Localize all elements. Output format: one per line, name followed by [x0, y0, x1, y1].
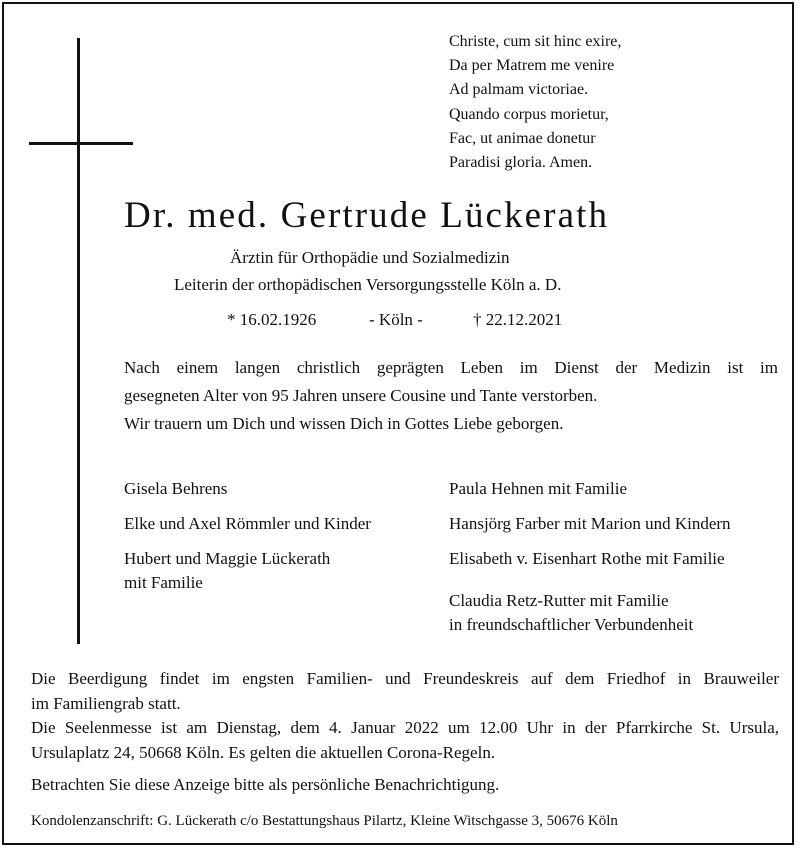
death-date: † 22.12.2021	[473, 310, 563, 329]
mourner: Hansjörg Farber mit Marion und Kindern	[449, 514, 731, 533]
deceased-name: Dr. med. Gertrude Lückerath	[124, 195, 610, 236]
poem-line: Fac, ut animae donetur	[449, 129, 596, 147]
deceased-title-2: Leiterin der orthopädischen Versorgungsstelle Köln a. D.	[174, 275, 562, 294]
poem-line: Christe, cum sit hinc exire,	[449, 33, 622, 50]
mourner: mit Familie	[124, 573, 203, 592]
funeral-info	[31, 667, 779, 833]
poem-line: Paradisi gloria. Amen.	[449, 154, 593, 172]
message-line: Wir trauern um Dich und wissen Dich in Gottes Liebe geborgen.	[124, 414, 564, 433]
funeral-line: im Familiengrab statt.	[31, 693, 181, 713]
mourner: Claudia Retz-Rutter mit Familie	[449, 591, 669, 610]
message	[124, 354, 778, 438]
mourner: Elisabeth v. Eisenhart Rothe mit Familie	[449, 549, 725, 568]
place: - Köln -	[369, 310, 423, 329]
mourner: Gisela Behrens	[124, 479, 228, 498]
condolence-address: Kondolenzanschrift: G. Lückerath c/o Bestattungshaus Pilartz, Kleine Witschgasse 3, 50676 Köln	[31, 812, 618, 829]
mourner: Elke und Axel Römmler und Kinder	[124, 514, 371, 533]
poem-line: Ad palmam victoriae.	[449, 81, 589, 99]
mourner: Hubert und Maggie Lückerath	[124, 549, 331, 568]
mass-line: Ursulaplatz 24, 50668 Köln. Es gelten die aktuellen Corona-Regeln.	[31, 742, 496, 762]
funeral-line: Die Beerdigung findet im engsten Familien- und Freundeskreis auf dem Friedhof in Brauweiler	[31, 669, 779, 688]
poem-line: Da per Matrem me venire	[449, 57, 615, 75]
notice: Betrachten Sie diese Anzeige bitte als persönliche Benachrichtigung.	[31, 775, 500, 794]
message-line: Nach einem langen christlich geprägten Leben im Dienst der Medizin ist im	[124, 358, 778, 377]
cross-vertical-bar	[77, 38, 80, 644]
deceased-title-1: Ärztin für Orthopädie und Sozialmedizin	[230, 248, 510, 267]
cross-horizontal-bar	[29, 142, 133, 145]
mourner: in freundschaftlicher Verbundenheit	[449, 615, 694, 634]
message-line: gesegneten Alter von 95 Jahren unsere Cousine und Tante verstorben.	[124, 386, 598, 405]
poem	[449, 30, 621, 175]
poem-line: Quando corpus morietur,	[449, 105, 609, 123]
mass-line: Die Seelenmesse ist am Dienstag, dem 4. Januar 2022 um 12.00 Uhr in der Pfarrkirche St. Ursula,	[31, 718, 779, 737]
mourners-left	[124, 477, 371, 595]
mourner: Paula Hehnen mit Familie	[449, 479, 627, 498]
mourners-right	[449, 477, 731, 637]
birth-date: * 16.02.1926	[227, 310, 317, 329]
